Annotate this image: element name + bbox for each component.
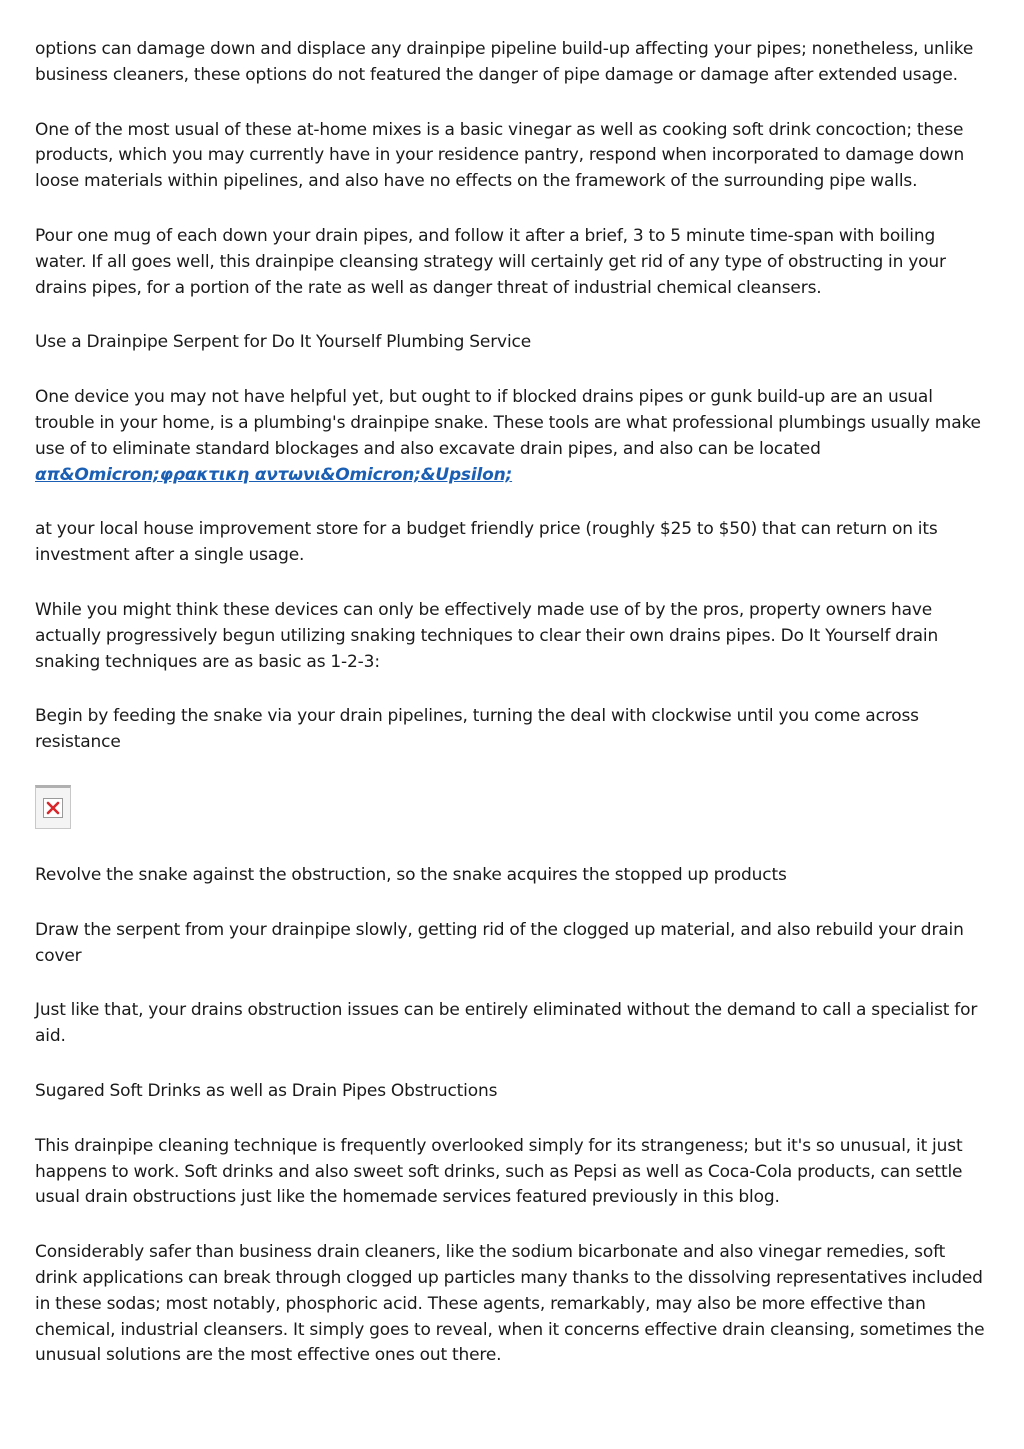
paragraph-pour-instructions: Pour one mug of each down your drain pipes, and follow it after a brief, 3 to 5 minute time-span with boiling water. If all goes well, this drainpipe cleansing strategy will certainly get rid of any type of obstructing in your drains pipes, for a portion of the rate as well as danger threat of industrial chemical cleansers. <box>35 225 946 298</box>
broken-image-icon <box>35 785 71 829</box>
paragraph-snake-device: One device you may not have helpful yet, but ought to if blocked drains pipes or gunk build-up are an usual trouble in your home, is a plumbing's drainpipe snake. These tools are what professional plumbings usually make use of to eliminate standard blockages and also excavate drain pipes, and also can be located <box>35 387 981 459</box>
paragraph-safer-alternative: Considerably safer than business drain cleaners, like the sodium bicarbonate and also vinegar remedies, soft drink applications can break through clogged up particles many thanks to the dissolving representatives included in these sodas; most notably, phosphoric acid. These agents, remarkably, may also be more effective than chemical, industrial cleansers. It simply goes to reveal, when it concerns effective drain cleansing, sometimes the unusual solutions are the most effective ones out there. <box>35 1242 985 1366</box>
paragraph-step-3: Draw the serpent from your drainpipe slowly, getting rid of the clogged up material, and also rebuild your drain cover <box>35 919 964 966</box>
article-link[interactable]: απ&Omicron;φρακτικη αντωνι&Omicron;&Upsilon; <box>35 464 513 485</box>
link-line <box>35 463 990 489</box>
paragraph-intro-continued: options can damage down and displace any drainpipe pipeline build-up affecting your pipes; nonetheless, unlike business cleaners, these options do not featured the danger of pipe damage or damage after extended usage. <box>35 39 974 85</box>
section-heading-drain-snake: Use a Drainpipe Serpent for Do It Yourself Plumbing Service <box>35 332 532 353</box>
paragraph-vinegar-mix: One of the most usual of these at-home mixes is a basic vinegar as well as cooking soft drink concoction; these products, which you may currently have in your residence pantry, respond when incorporated to damage down loose materials within pipelines, and also have no effects on the framework of the surrounding pipe walls. <box>35 119 965 192</box>
paragraph-homeowners: While you might think these devices can only be effectively made use of by the pros, property owners have actually progressively begun utilizing snaking techniques to clear their own drains pipes. Do It Yourself drain snaking techniques are as basic as 1-2-3: <box>35 599 939 672</box>
paragraph-soft-drink-method: This drainpipe cleaning technique is frequently overlooked simply for its strangeness; but it's so unusual, it just happens to work. Soft drinks and also sweet soft drinks, such as Pepsi as well as Coca-Cola products, can settle usual drain obstructions just like the homemade services featured previously in this blog. <box>35 1135 963 1208</box>
paragraph-step-2: Revolve the snake against the obstruction, so the snake acquires the stopped up products <box>35 864 787 885</box>
paragraph-result: Just like that, your drains obstruction issues can be entirely eliminated without the demand to call a specialist for aid. <box>35 1000 978 1047</box>
x-mark-icon <box>46 801 60 815</box>
close-x-icon <box>43 798 63 818</box>
paragraph-step-1: Begin by feeding the snake via your drain pipelines, turning the deal with clockwise until you come across resistance <box>35 706 919 753</box>
paragraph-store-price: at your local house improvement store for a budget friendly price (roughly $25 to $50) that can return on its investment after a single usage. <box>35 519 938 566</box>
document-body <box>35 37 990 1398</box>
section-heading-soft-drinks: Sugared Soft Drinks as well as Drain Pipes Obstructions <box>35 1080 498 1101</box>
